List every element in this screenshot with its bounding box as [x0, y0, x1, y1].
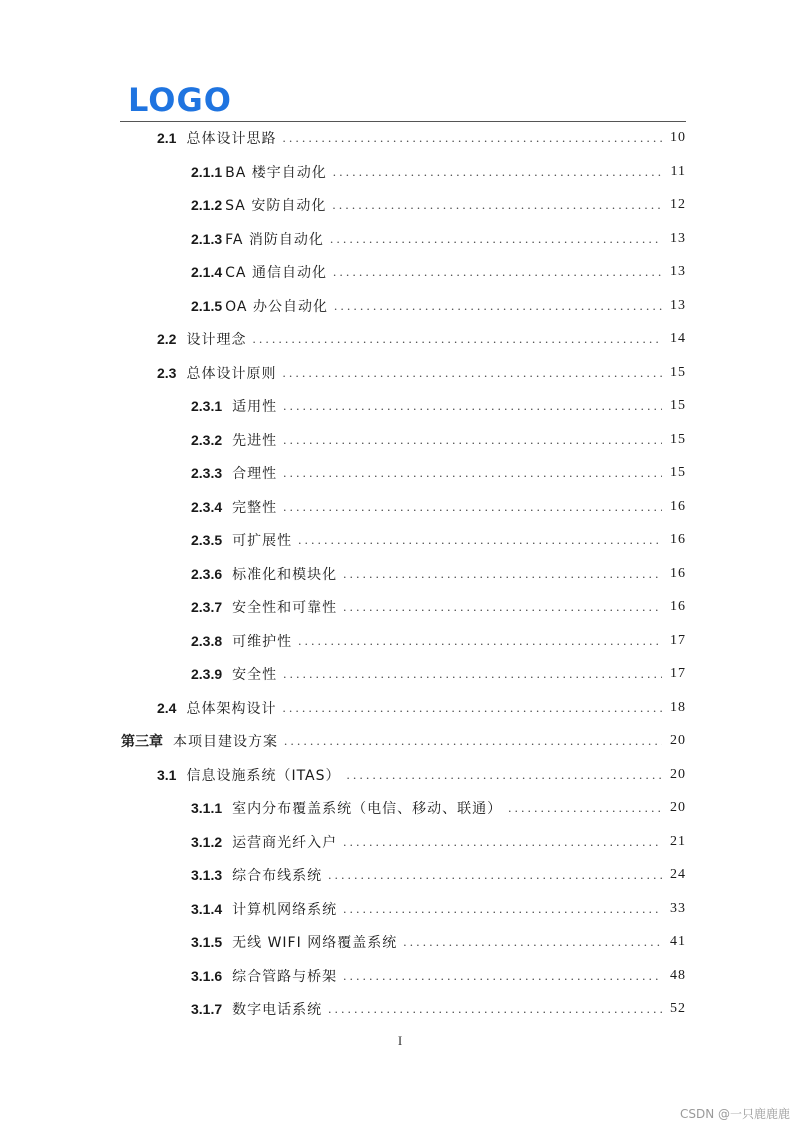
toc-entry-page: 12: [670, 197, 686, 212]
toc-entry-title: FA 消防自动化: [225, 231, 324, 248]
toc-entry-number: 2.2: [157, 331, 177, 347]
toc-entry[interactable]: [191, 461, 686, 485]
toc-entry[interactable]: [121, 729, 686, 753]
toc-entry[interactable]: [191, 897, 686, 921]
toc-entry-number: 3.1: [157, 766, 177, 783]
toc-entry-page: 14: [670, 331, 686, 346]
dot-leader: [330, 231, 662, 247]
dot-leader: [283, 465, 662, 481]
toc-entry-page: 15: [670, 465, 686, 480]
toc-entry-page: 13: [670, 297, 686, 313]
toc-entry-number: 3.1.6: [191, 967, 223, 984]
dot-leader: [343, 834, 662, 850]
dot-leader: [298, 633, 662, 649]
toc-entry[interactable]: [191, 227, 686, 251]
toc-entry-number: 2.1: [157, 130, 177, 146]
toc-entry-title: 安全性和可靠性: [232, 600, 338, 616]
toc-entry-title: 无线 WIFI 网络覆盖系统: [232, 935, 398, 951]
toc-entry-page: 18: [670, 699, 686, 715]
dot-leader: [282, 700, 662, 716]
toc-entry[interactable]: [157, 763, 686, 787]
toc-entry[interactable]: [191, 160, 686, 184]
toc-entry-number: 2.4: [157, 699, 177, 716]
header-rule: [120, 121, 686, 122]
toc-entry-number: 3.1.4: [191, 900, 223, 917]
page-number: I: [397, 1033, 403, 1048]
toc-entry-number: 3.1.5: [191, 934, 223, 950]
toc-entry-number: 第三章: [121, 733, 163, 749]
dot-leader: [347, 767, 662, 783]
toc-entry-number: 2.3.6: [191, 565, 223, 582]
toc-entry[interactable]: [157, 361, 686, 385]
toc-entry[interactable]: [191, 495, 686, 519]
toc-entry-page: 20: [670, 766, 686, 782]
toc-entry-title: 标准化和模块化: [232, 566, 338, 583]
dot-leader: [284, 733, 662, 749]
toc-entry-title: 信息设施系统（ITAS）: [186, 767, 341, 784]
dot-leader: [283, 499, 662, 515]
toc-entry[interactable]: [191, 662, 686, 686]
toc-entry-page: 17: [670, 632, 686, 648]
toc-entry-title: 运营商光纤入户: [232, 834, 338, 851]
watermark: CSDN @一只鹿鹿鹿: [679, 1107, 790, 1121]
toc-entry[interactable]: [191, 260, 686, 284]
toc-entry-page: 16: [670, 498, 686, 514]
dot-leader: [333, 264, 662, 280]
toc-entry-number: 2.1.3: [191, 230, 223, 247]
toc-entry-page: 48: [670, 967, 686, 983]
dot-leader: [343, 901, 662, 917]
toc-entry-title: 总体设计思路: [186, 131, 277, 147]
toc-entry-title: 安全性: [232, 667, 278, 683]
toc-entry-title: 总体设计原则: [186, 365, 277, 382]
toc-entry-page: 15: [670, 364, 686, 380]
toc-entry-number: 3.1.7: [191, 1001, 223, 1017]
toc-entry[interactable]: [191, 964, 686, 988]
toc-entry-title: 总体架构设计: [186, 700, 277, 717]
logo: LOGO: [128, 81, 232, 119]
dot-leader: [328, 1001, 662, 1017]
toc-entry-page: 16: [670, 532, 686, 547]
toc-entry-page: 17: [670, 666, 686, 681]
toc-entry-page: 11: [670, 163, 686, 179]
toc-entry-title: 先进性: [232, 432, 278, 449]
dot-leader: [282, 365, 662, 381]
dot-leader: [343, 566, 662, 582]
toc-entry-page: 33: [670, 900, 686, 916]
toc-entry-title: 可维护性: [232, 633, 293, 650]
toc-entry[interactable]: [191, 930, 686, 954]
toc-entry-page: 52: [670, 1001, 686, 1016]
toc-entry[interactable]: [191, 595, 686, 619]
toc-entry-number: 2.3.2: [191, 431, 223, 448]
toc-entry-title: 综合管路与桥架: [232, 968, 338, 985]
toc-entry-title: 可扩展性: [232, 533, 293, 549]
dot-leader: [332, 197, 662, 213]
toc-entry-page: 24: [670, 867, 686, 882]
toc-entry[interactable]: [191, 428, 686, 452]
toc-entry[interactable]: [157, 327, 686, 351]
toc-entry-title: 合理性: [232, 466, 278, 482]
toc-entry[interactable]: [191, 863, 686, 887]
toc-entry-page: 15: [670, 398, 686, 413]
toc-entry[interactable]: [191, 997, 686, 1021]
toc-entry-title: 本项目建设方案: [173, 734, 278, 750]
toc-entry[interactable]: [191, 562, 686, 586]
toc-entry[interactable]: [191, 394, 686, 418]
toc-entry[interactable]: [157, 126, 686, 150]
toc-entry-page: 20: [670, 800, 686, 815]
toc-entry-number: 2.3.3: [191, 465, 223, 481]
toc-entry-title: SA 安防自动化: [225, 198, 327, 214]
toc-entry-number: 2.3.4: [191, 498, 223, 515]
dot-leader: [283, 398, 662, 414]
toc-entry-number: 2.3.1: [191, 398, 223, 414]
toc-entry-number: 2.3.8: [191, 632, 223, 649]
dot-leader: [508, 800, 662, 816]
toc-entry[interactable]: [191, 830, 686, 854]
toc-entry-title: 计算机网络系统: [232, 901, 338, 918]
toc-entry-page: 15: [670, 431, 686, 447]
toc-entry-page: 13: [670, 230, 686, 246]
dot-leader: [283, 666, 662, 682]
toc-entry-number: 3.1.1: [191, 800, 223, 816]
toc-entry-title: CA 通信自动化: [225, 265, 327, 281]
toc-entry-title: 室内分布覆盖系统（电信、移动、联通）: [232, 801, 503, 817]
dot-leader: [252, 331, 662, 347]
toc-entry-title: 完整性: [232, 499, 278, 516]
toc-entry-title: 设计理念: [186, 332, 247, 348]
toc-entry-page: 16: [670, 565, 686, 581]
toc-entry-page: 41: [670, 934, 686, 949]
toc-entry-number: 2.3: [157, 364, 177, 381]
toc-entry-number: 2.1.1: [191, 163, 223, 180]
dot-leader: [328, 867, 662, 883]
toc-entry[interactable]: [191, 294, 686, 318]
toc-entry-page: 10: [670, 130, 686, 145]
toc-entry[interactable]: [157, 696, 686, 720]
toc-entry-number: 2.3.5: [191, 532, 223, 548]
toc-entry-number: 2.1.2: [191, 197, 223, 213]
toc-entry[interactable]: [191, 796, 686, 820]
toc-entry-title: 数字电话系统: [232, 1002, 323, 1018]
toc-entry-title: BA 楼宇自动化: [225, 164, 327, 181]
toc-entry-number: 2.3.7: [191, 599, 223, 615]
toc-entry-number: 2.1.5: [191, 297, 223, 314]
dot-leader: [343, 599, 662, 615]
toc-entry-page: 21: [670, 833, 686, 849]
dot-leader: [298, 532, 662, 548]
toc-entry-number: 3.1.3: [191, 867, 223, 883]
toc-entry-number: 2.3.9: [191, 666, 223, 682]
toc-entry-title: OA 办公自动化: [225, 298, 328, 315]
toc-entry-page: 13: [670, 264, 686, 279]
toc-entry-title: 综合布线系统: [232, 868, 323, 884]
toc-entry[interactable]: [191, 193, 686, 217]
toc-entry[interactable]: [191, 629, 686, 653]
dot-leader: [403, 934, 662, 950]
dot-leader: [334, 298, 662, 314]
toc-entry-page: 20: [670, 733, 686, 748]
toc-entry[interactable]: [191, 528, 686, 552]
dot-leader: [333, 164, 662, 180]
toc-entry-number: 2.1.4: [191, 264, 223, 280]
toc-entry-page: 16: [670, 599, 686, 614]
toc-entry-number: 3.1.2: [191, 833, 223, 850]
dot-leader: [343, 968, 662, 984]
dot-leader: [282, 130, 662, 146]
toc-entry-title: 适用性: [232, 399, 278, 415]
dot-leader: [283, 432, 662, 448]
